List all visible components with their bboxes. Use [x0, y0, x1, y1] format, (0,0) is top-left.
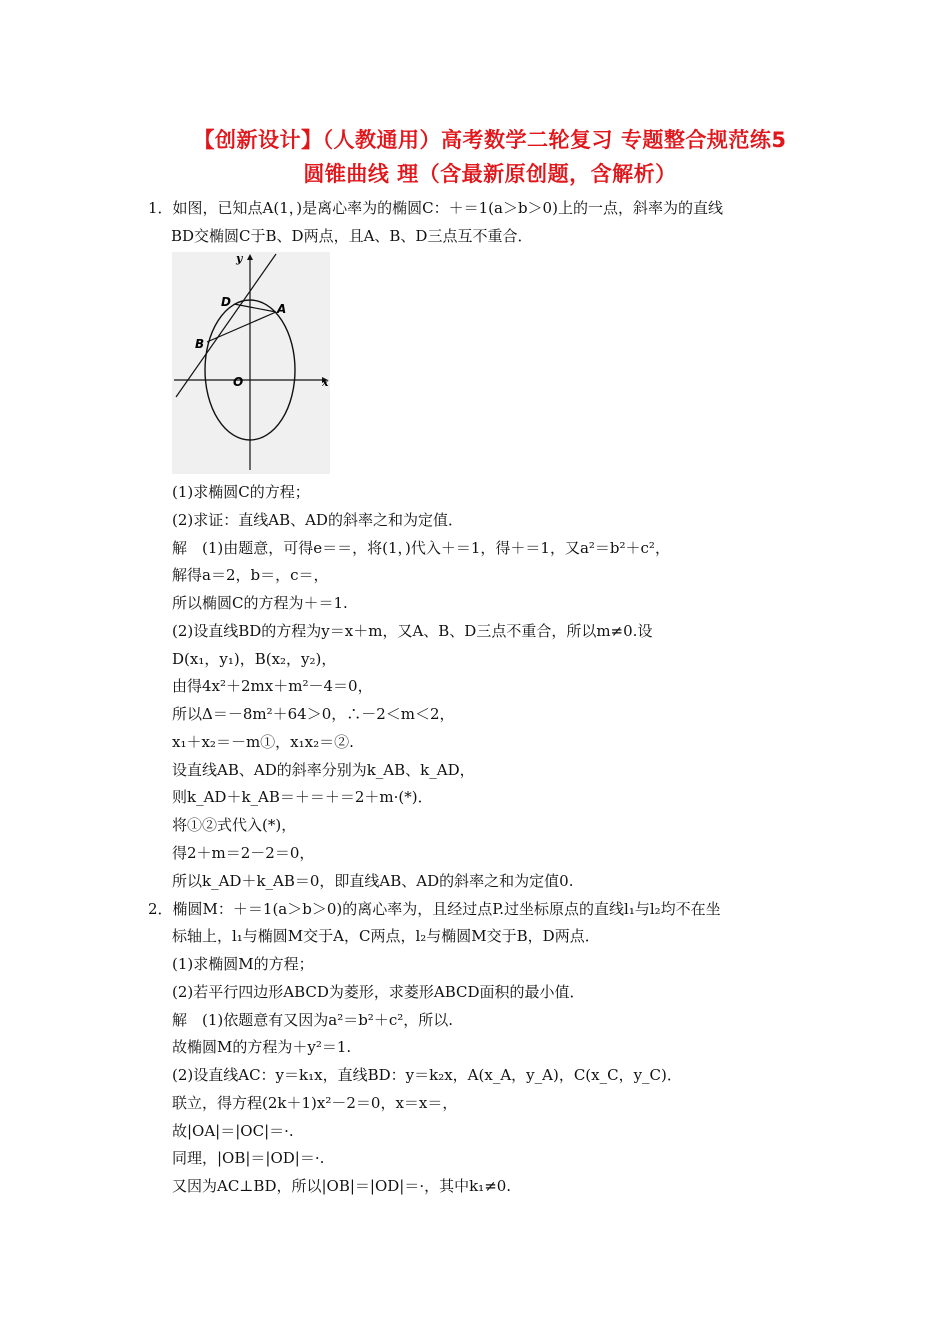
line-bd [176, 254, 276, 397]
text-line: (1)求椭圆C的方程； [172, 483, 310, 501]
text-line: (2)设直线AC：y＝k₁x，直线BD：y＝k₂x，A(x_A，y_A)，C(x_C，y_C)． [172, 1066, 682, 1084]
text-line: 所以Δ＝－8m²＋64＞0，∴－2＜m＜2， [172, 705, 455, 723]
label-b: B [195, 337, 205, 351]
text-line: 1．如图，已知点A(1，)是离心率为的椭圆C：＋＝1(a＞b＞0)上的一点，斜率为的直线 [148, 199, 723, 217]
text-line: 故椭圆M的方程为＋y²＝1. [172, 1038, 352, 1056]
text-line: 解 (1)由题意，可得e＝＝，将(1，)代入＋＝1，得＋＝1，又a²＝b²＋c²， [172, 539, 670, 557]
text-line: (1)求椭圆M的方程； [172, 955, 314, 973]
text-line: (2)若平行四边形ABCD为菱形，求菱形ABCD面积的最小值． [172, 983, 585, 1001]
text-line: 将①②式代入(*)， [172, 816, 297, 834]
label-a: A [277, 302, 287, 316]
y-axis-arrow-icon [247, 254, 253, 260]
text-line: 故|OA|＝|OC|＝·. [172, 1122, 294, 1140]
text-line: 所以k_AD＋k_AB＝0，即直线AB、AD的斜率之和为定值0. [172, 872, 574, 890]
doc-title-line1: 【创新设计】（人教通用）高考数学二轮复习 专题整合规范练5 [193, 128, 787, 152]
text-line: 所以椭圆C的方程为＋＝1. [172, 594, 348, 612]
label-x: x [322, 376, 329, 389]
text-line: (2)设直线BD的方程为y＝x＋m，又A、B、D三点不重合，所以m≠0.设 [172, 622, 653, 640]
label-d: D [221, 295, 231, 309]
text-line: 则k_AD＋k_AB＝＋＝＋＝2＋m·(*)． [172, 788, 433, 806]
label-o: O [233, 375, 244, 389]
text-line: BD交椭圆C于B、D两点，且A、B、D三点互不重合． [171, 227, 533, 245]
text-line: 同理，|OB|＝|OD|＝·. [172, 1149, 325, 1167]
text-line: 得2＋m＝2－2＝0， [172, 844, 315, 862]
text-line: 设直线AB、AD的斜率分别为k_AB、k_AD， [172, 761, 475, 779]
text-line: 联立，得方程(2k＋1)x²－2＝0，x＝x＝， [172, 1094, 458, 1112]
text-line: (2)求证：直线AB、AD的斜率之和为定值． [172, 511, 463, 529]
text-line: 解 (1)依题意有又因为a²＝b²＋c²，所以. [172, 1011, 454, 1029]
text-line: 解得a＝2，b＝，c＝， [172, 566, 329, 584]
doc-title-line2: 圆锥曲线 理（含最新原创题，含解析） [303, 162, 677, 186]
segment-ab [207, 312, 276, 342]
ellipse-figure [172, 252, 330, 474]
text-line: x₁＋x₂＝－m①，x₁x₂＝②. [172, 733, 354, 751]
text-line: D(x₁，y₁)，B(x₂，y₂)， [172, 650, 337, 668]
segment-ad [234, 304, 276, 312]
text-line: 标轴上，l₁与椭圆M交于A，C两点，l₂与椭圆M交于B，D两点． [172, 927, 600, 945]
text-line: 又因为AC⊥BD，所以|OB|＝|OD|＝·，其中k₁≠0. [172, 1177, 512, 1195]
text-line: 由得4x²＋2mx＋m²－4＝0， [172, 677, 373, 695]
text-line: 2．椭圆M：＋＝1(a＞b＞0)的离心率为，且经过点P.过坐标原点的直线l₁与l₂均不在坐 [148, 900, 721, 918]
label-y: y [236, 252, 243, 265]
